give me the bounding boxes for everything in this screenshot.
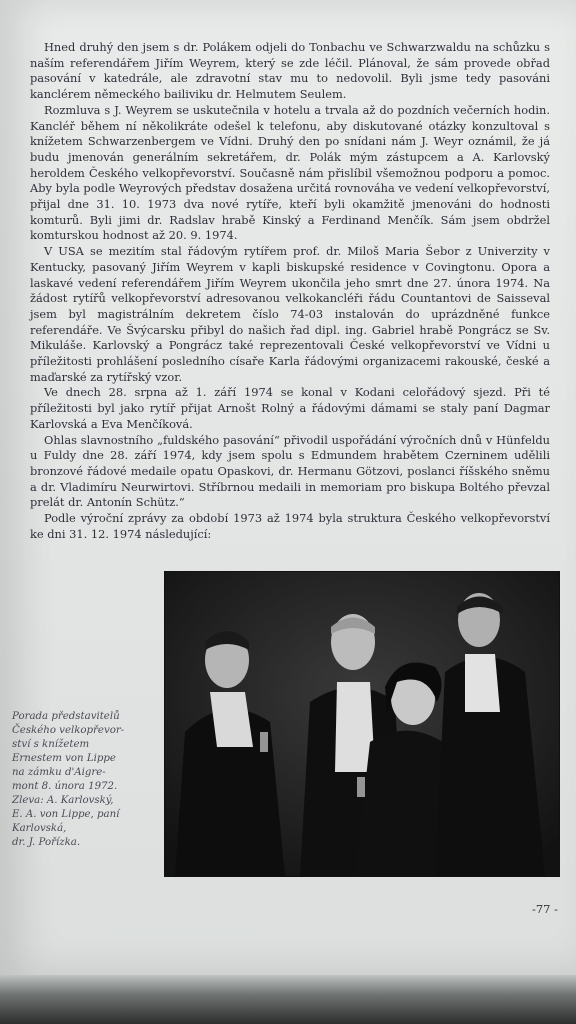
paragraph: Hned druhý den jsem s dr. Polákem odjeli do Tonbachu ve Schwarzwaldu na schůzku s naším referendářem Jiřím Weyrem, který se zde léčil. Plánoval, že sám provede obřad pasování v katedrále, ale zdravotní stav mu to nedovolil. Byli jsme tedy pasováni kanclérem německého bailiviku dr. Helmutem Seulem.	[30, 40, 550, 102]
caption-text: Porada představitelů Českého velkopřevor- ství s knížetem Ernestem von Lippe na zámku d'Aigre- mont 8. února 1972. Zleva: A. Karlovský, E. A. von Lippe, paní Karlovská, dr. J. Pořízka.	[12, 711, 125, 848]
page-edge-shadow	[0, 975, 576, 1024]
photo-caption	[12, 710, 152, 850]
group-photograph	[164, 571, 560, 877]
paragraph: V USA se mezitím stal řádovým rytířem prof. dr. Miloš Maria Šebor z Univerzity v Kentucky, pasovaný Jiřím Weyrem v kapli biskupské residence v Covingtonu. Opora a laskavé vedení referendářem Jiřím Weyrem ukončila jeho smrt dne 27. února 1974. Na žádost rytířů velkopřevorství adresovanou velkokancléři řádu Countantovi de Saisseval jsem byl magistrálním dekretem číslo 74-03 instalován do uprázdněné funkce referendáře. Ve Švýcarsku přibyl do našich řad dipl. ing. Gabriel hrabě Pongrácz se Sv. Mikuláše. Karlovský a Pongrácz také reprezentovali České velkopřevorství ve Vídni u příležitosti prohlášení posledního císaře Karla řádovými organizacemi rakouské, české a maďarské za rytířský vzor.	[30, 244, 550, 384]
paragraph: Ohlas slavnostního „fuldského pasování“ přivodil uspořádání výročních dnů v Hünfeldu u Fuldy dne 28. září 1974, kdy jsem spolu s Edmundem hrabětem Czerninem udělili bronzové řádové medaile opatu Opaskovi, dr. Hermanu Götzovi, poslanci říšského sněmu a dr. Vladimíru Neurwirtovi. Stříbrnou medaili in memoriam pro biskupa Boltého převzal prelát dr. Antonín Schütz.“	[30, 432, 550, 510]
body-text	[30, 40, 550, 543]
paragraph: Podle výroční zprávy za období 1973 až 1974 byla struktura Českého velkopřevorství ke dni 31. 12. 1974 následující:	[30, 511, 550, 541]
paragraph: Ve dnech 28. srpna až 1. září 1974 se konal v Kodani celořádový sjezd. Při té příležitosti byl jako rytíř přijat Arnošt Rolný a řádovými dámami se staly paní Dagmar Karlovská a Eva Menčíková.	[30, 385, 550, 431]
paragraph: Rozmluva s J. Weyrem se uskutečnila v hotelu a trvala až do pozdních večerních hodin. Kancléř během ní několikráte odešel k telefonu, aby diskutované otázky konzultoval s knížetem Schwarzenbergem ve Vídni. Druhý den po snídani nám J. Weyr oznámil, že já budu jmenován generálním sekretářem, dr. Polák mým zástupcem a A. Karlovský heroldem Českého velkopřevorství. Současně nám přislíbil všemožnou podporu a pomoc. Aby byla podle Weyrových představ dosažena určitá rovnováha ve vedení velkopřevorství, přijal dne 31. 10. 1973 dva nové rytíře, kteří byli okamžitě jmenováni do hodnosti komturů. Byli jimi dr. Radslav hrabě Kinský a Ferdinand Menčík. Sám jsem obdržel komturskou hodnost až 20. 9. 1974.	[30, 102, 550, 243]
page-number: -77 -	[531, 902, 558, 916]
